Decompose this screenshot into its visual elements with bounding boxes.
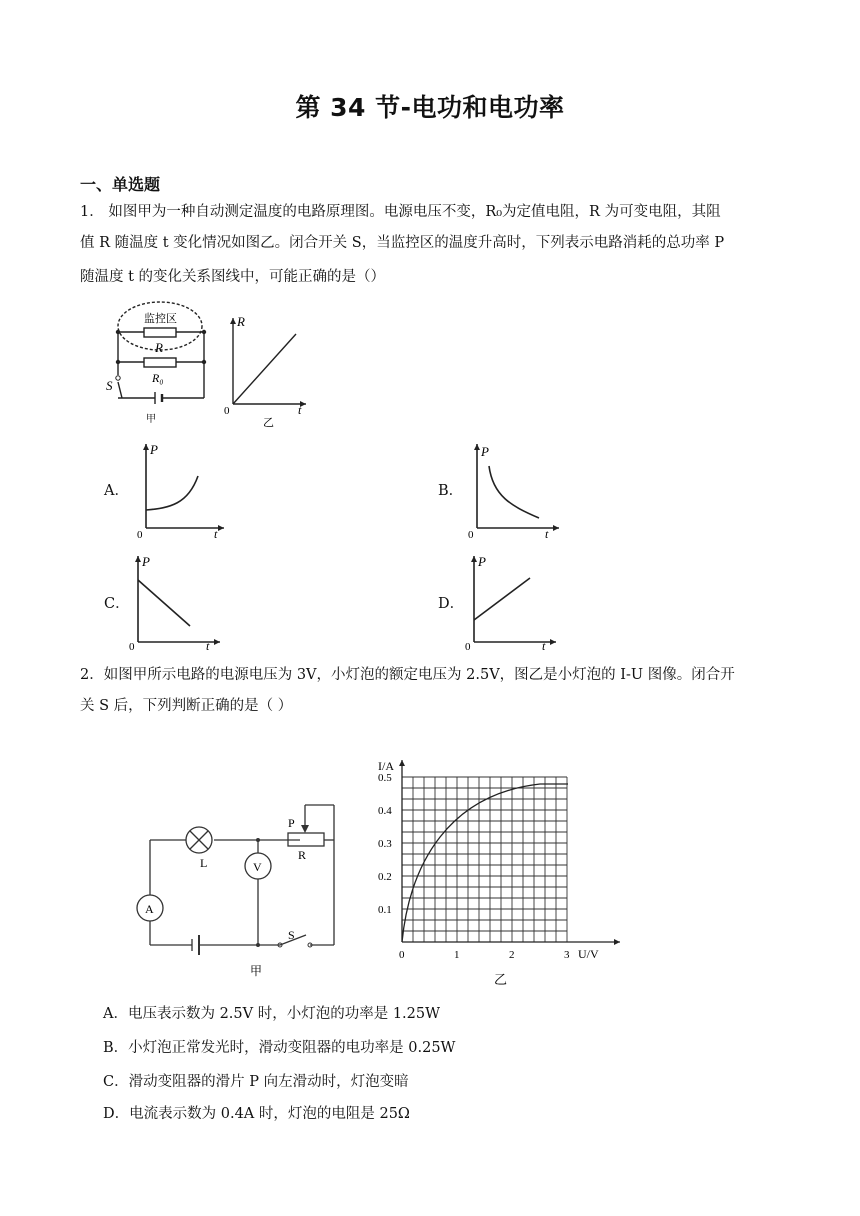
- option-a-graph: [130, 438, 230, 538]
- answer-option-b[interactable]: B．小灯泡正常发光时，滑动变阻器的电功率是 0.25W: [103, 1040, 456, 1056]
- origin-label: 0: [224, 405, 230, 417]
- y-tick-label: 0.4: [378, 805, 392, 817]
- slider-p-label: P: [288, 816, 295, 830]
- option-b-p-label: P: [481, 444, 489, 459]
- q1-line-3: 随温度 t 的变化关系图线中，可能正确的是（）: [80, 269, 386, 285]
- option-b-t-label: t: [545, 527, 549, 538]
- graph-yi-caption: 乙: [494, 972, 508, 987]
- x-axis-label: U/V: [578, 947, 599, 961]
- option-d-zero: 0: [465, 641, 471, 650]
- q2-line-2: 关 S 后，下列判断正确的是（ ）: [80, 698, 293, 714]
- y-tick-label: 0.2: [378, 871, 392, 883]
- x-tick-label: 0: [399, 949, 405, 961]
- axis-t-label: t: [298, 403, 302, 417]
- resistor-r0-label: R₀: [152, 371, 164, 385]
- answer-option-a[interactable]: A．电压表示数为 2.5V 时，小灯泡的功率是 1.25W: [103, 1006, 441, 1022]
- fig-yi-caption: 乙: [263, 417, 274, 429]
- switch-s-label: S: [106, 378, 113, 393]
- option-c-t-label: t: [206, 639, 210, 650]
- q2-circuit: [130, 795, 350, 985]
- option-b-graph: [465, 438, 565, 538]
- axis-r-label: R: [237, 314, 245, 329]
- page-title: 第 34 节-电功和电功率: [295, 93, 565, 122]
- q1-line-1: 1． 如图甲为一种自动测定温度的电路原理图。电源电压不变，R₀为定值电阻，R 为可变电阻，其阻: [80, 204, 721, 220]
- ammeter-a-label: A: [145, 902, 154, 916]
- option-a-zero: 0: [137, 529, 143, 538]
- option-d-graph: [462, 550, 562, 650]
- q1-figure: [100, 300, 330, 435]
- y-axis-label: I/A: [378, 759, 394, 773]
- option-c-label[interactable]: C．: [104, 596, 130, 612]
- q2-iu-graph: [370, 752, 630, 992]
- option-c-zero: 0: [129, 641, 135, 650]
- option-a-t-label: t: [214, 527, 218, 538]
- option-a-label[interactable]: A．: [104, 483, 129, 499]
- option-a-p-label: P: [150, 442, 158, 457]
- y-tick-label: 0.3: [378, 838, 392, 850]
- option-c-p-label: P: [142, 554, 150, 569]
- option-c-graph: [126, 550, 226, 650]
- y-tick-label: 0.1: [378, 904, 392, 916]
- option-d-t-label: t: [542, 639, 546, 650]
- option-b-label[interactable]: B．: [438, 483, 464, 499]
- q2-line-1: 2．如图甲所示电路的电源电压为 3V，小灯泡的额定电压为 2.5V，图乙是小灯泡的 I-U 图像。闭合开: [80, 667, 735, 683]
- q1-line-2: 值 R 随温度 t 变化情况如图乙。闭合开关 S，当监控区的温度升高时，下列表示电路消耗的总功率 P: [80, 235, 725, 251]
- x-tick-label: 3: [564, 949, 570, 961]
- x-tick-label: 1: [454, 949, 460, 961]
- option-d-p-label: P: [478, 554, 486, 569]
- rheostat-r-label: R: [298, 848, 307, 862]
- option-d-label[interactable]: D．: [438, 596, 465, 612]
- lamp-l-label: L: [200, 856, 208, 870]
- switch-s-label-2: S: [288, 928, 295, 942]
- answer-option-d[interactable]: D．电流表示数为 0.4A 时，灯泡的电阻是 25Ω: [103, 1106, 410, 1122]
- resistor-r-label: R: [155, 340, 163, 355]
- option-b-zero: 0: [468, 529, 474, 538]
- x-tick-label: 2: [509, 949, 515, 961]
- monitor-zone-label: 监控区: [144, 313, 177, 325]
- voltmeter-v-label: V: [253, 860, 262, 874]
- fig-jia-caption: 甲: [146, 414, 156, 425]
- y-tick-label: 0.5: [378, 772, 392, 784]
- circuit-jia-caption: 甲: [250, 964, 263, 978]
- section-heading: 一、单选题: [80, 175, 161, 194]
- answer-option-c[interactable]: C．滑动变阻器的滑片 P 向左滑动时，灯泡变暗: [103, 1074, 409, 1090]
